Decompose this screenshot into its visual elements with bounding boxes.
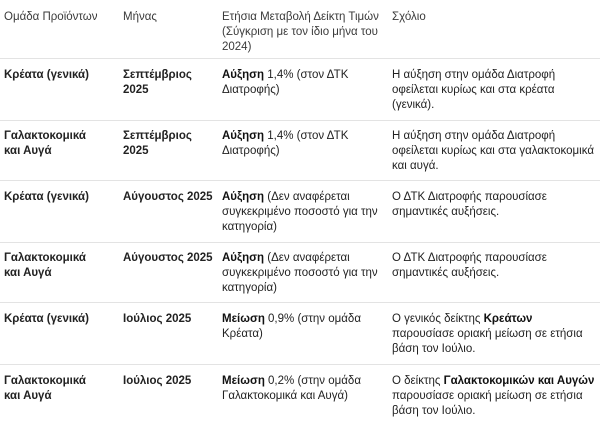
row-product-group: Κρέατα (γενικά) <box>4 191 89 203</box>
header-product-group: Ομάδα Προϊόντων <box>4 11 98 23</box>
row-divider <box>0 120 600 121</box>
header-annual-change: Ετήσια Μεταβολή Δείκτη Τιμών (Σύγκριση με τον ίδιο μήνα του 2024) <box>222 11 379 53</box>
row-annual-change <box>222 251 380 296</box>
row-annual-change <box>222 68 380 98</box>
row-comment <box>392 312 597 357</box>
row-comment <box>392 374 597 419</box>
change-direction: Αύξηση <box>222 130 265 142</box>
row-month: Αύγουστος 2025 <box>123 252 213 264</box>
change-detail: (Δεν αναφέρεται συγκεκριμένο ποσοστό για την κατηγορία) <box>222 252 378 294</box>
change-detail: 0,9% (στην ομάδα Κρέατα) <box>222 313 361 340</box>
comment-emphasis: Κρεάτων <box>483 313 533 325</box>
change-detail: 1,4% (στον ΔΤΚ Διατροφής) <box>222 130 349 157</box>
change-direction: Αύξηση <box>222 191 265 203</box>
comment-text: Ο γενικός δείκτης <box>392 313 484 325</box>
row-divider <box>0 180 600 181</box>
row-month: Σεπτέμβριος 2025 <box>123 69 192 96</box>
header-divider <box>0 58 600 59</box>
comment-text-rest: παρουσίασε οριακή μείωση σε ετήσια βάση τον Ιούλιο. <box>392 390 583 417</box>
change-direction: Μείωση <box>222 375 265 387</box>
comment-text: Ο δείκτης <box>392 375 444 387</box>
comment-text: Ο ΔΤΚ Διατροφής παρουσίασε σημαντικές αυξήσεις. <box>392 252 547 279</box>
change-detail: 0,2% (στην ομάδα Γαλακτοκομικά και Αυγά) <box>222 375 361 402</box>
row-month: Ιούλιος 2025 <box>123 375 192 387</box>
change-detail: (Δεν αναφέρεται συγκεκριμένο ποσοστό για την κατηγορία) <box>222 191 378 233</box>
row-annual-change <box>222 190 380 235</box>
table-header-row <box>0 0 600 56</box>
row-divider <box>0 242 600 243</box>
row-comment <box>392 251 597 281</box>
row-month: Ιούλιος 2025 <box>123 313 192 325</box>
row-product-group: Κρέατα (γενικά) <box>4 313 89 325</box>
row-divider <box>0 302 600 303</box>
row-divider <box>0 364 600 365</box>
row-annual-change <box>222 374 380 404</box>
change-direction: Αύξηση <box>222 252 265 264</box>
comment-text-rest: παρουσίασε οριακή μείωση σε ετήσια βάση τον Ιούλιο. <box>392 328 583 355</box>
header-month: Μήνας <box>123 11 157 23</box>
row-annual-change <box>222 129 380 159</box>
row-product-group: Γαλακτοκομικά και Αυγά <box>4 375 86 402</box>
comment-emphasis: Γαλακτοκομικών και Αυγών <box>443 375 595 387</box>
change-detail: 1,4% (στον ΔΤΚ Διατροφής) <box>222 69 349 96</box>
row-comment <box>392 68 597 113</box>
row-comment <box>392 129 597 174</box>
change-direction: Αύξηση <box>222 69 265 81</box>
row-month: Σεπτέμβριος 2025 <box>123 130 192 157</box>
comment-text: Ο ΔΤΚ Διατροφής παρουσίασε σημαντικές αυξήσεις. <box>392 191 547 218</box>
row-product-group: Γαλακτοκομικά και Αυγά <box>4 252 86 279</box>
row-month: Αύγουστος 2025 <box>123 191 213 203</box>
row-comment <box>392 190 597 220</box>
row-product-group: Γαλακτοκομικά και Αυγά <box>4 130 86 157</box>
row-annual-change <box>222 312 380 342</box>
row-product-group: Κρέατα (γενικά) <box>4 69 89 81</box>
comment-text: Η αύξηση στην ομάδα Διατροφή οφείλεται κυρίως και στα γαλακτοκομικά και αυγά. <box>392 130 594 172</box>
change-direction: Μείωση <box>222 313 265 325</box>
comment-text: Η αύξηση στην ομάδα Διατροφή οφείλεται κυρίως και στα κρέατα (γενικά). <box>392 69 556 111</box>
header-comment: Σχόλιο <box>392 11 426 23</box>
